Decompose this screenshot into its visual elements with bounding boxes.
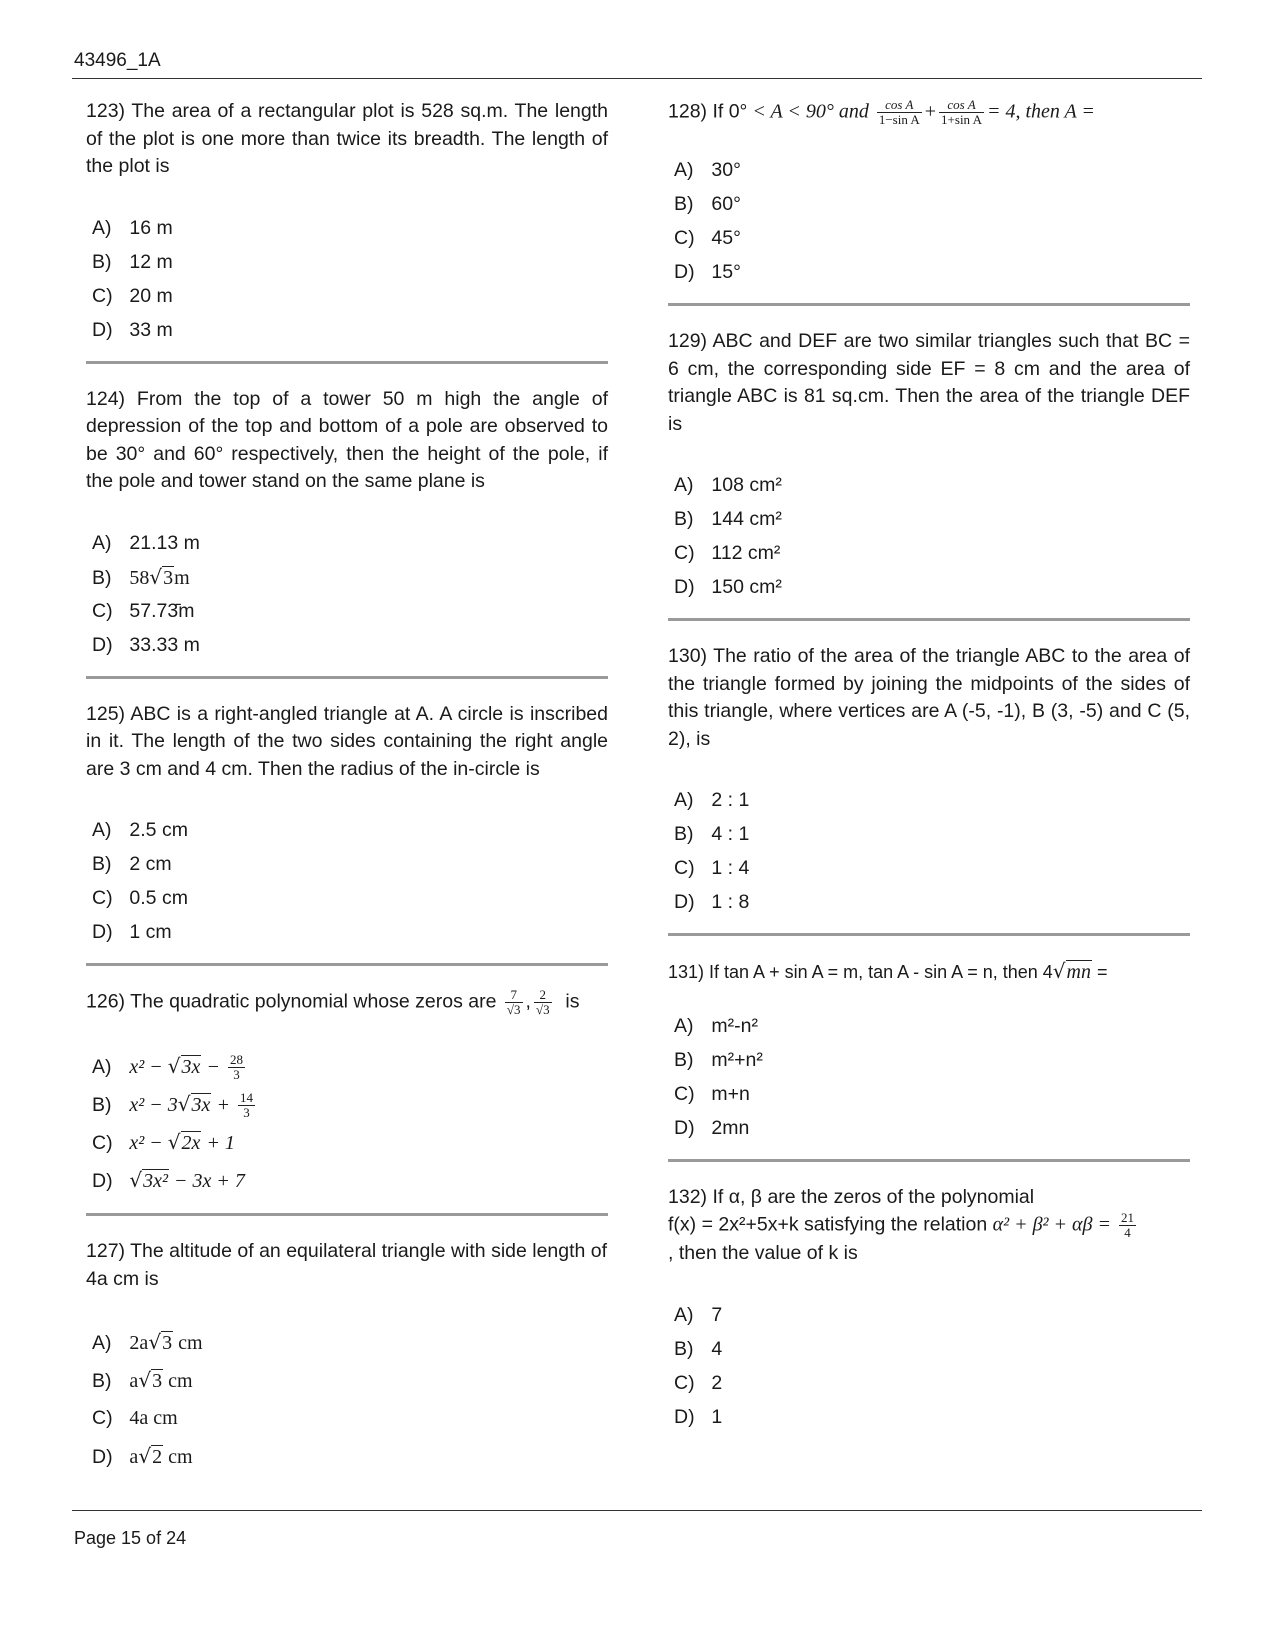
- option-d[interactable]: D) 15°: [674, 261, 741, 283]
- option-d[interactable]: D) 33 m: [92, 318, 173, 341]
- option-b[interactable]: B) 60°: [674, 193, 741, 215]
- option-b[interactable]: B) 4: [674, 1337, 723, 1360]
- option-a[interactable]: A) 21.13 m: [92, 531, 200, 554]
- option-c[interactable]: C) 1 : 4: [674, 857, 750, 879]
- question-text: 124) From the top of a tower 50 m high the angle of depression of the top and bottom of a pole are observed to be 30° and 60° respectively, then the height of the pole, if the pole and tower stand on the same plane is: [86, 387, 608, 492]
- option-a[interactable]: A) 108 cm²: [674, 474, 782, 496]
- option-d[interactable]: D) 1 cm: [92, 921, 172, 943]
- sqrt-symbol: √3x: [177, 1092, 211, 1116]
- fraction: $\frac{21}{4}$: [1121, 1210, 1135, 1240]
- question-127: [86, 1238, 608, 1475]
- option-a[interactable]: A) 16 m: [92, 216, 173, 239]
- option-b[interactable]: B) 2 cm: [92, 853, 172, 875]
- option-d[interactable]: D) 150 cm²: [674, 576, 782, 598]
- question-separator: [668, 933, 1190, 936]
- sqrt-symbol: √mn: [1052, 959, 1091, 983]
- option-b[interactable]: B) 144 cm²: [674, 508, 782, 530]
- fraction: $\frac{\text{cos A}}{\text{1+sin A}}$: [941, 97, 982, 127]
- options: [668, 1009, 1190, 1145]
- left-column: [86, 98, 608, 1497]
- option-c[interactable]: C) 57.73̄m: [92, 599, 195, 622]
- option-c[interactable]: C) x² − √2x + 1: [92, 1123, 608, 1161]
- fraction: $\frac{14}{3}$: [239, 1090, 253, 1121]
- options: [668, 468, 1190, 604]
- question-text: 128) If 0° < A < 90° and $\frac{\text{cos A}}{\text{1−sin A}}$ + $\frac{\text{cos A}}{\text{1+sin A}}$ = 4, then A =: [668, 97, 1095, 127]
- fraction: $\frac{7}{√3}$: [506, 987, 521, 1017]
- option-d[interactable]: D) 1: [674, 1405, 723, 1428]
- question-text: 125) ABC is a right-angled triangle at A. A circle is inscribed in it. The length of the two sides containing the right angle are 3 cm and 4 cm. Then the radius of the in-circle is: [86, 702, 608, 780]
- option-d[interactable]: D) 1 : 8: [674, 891, 750, 913]
- right-column: [668, 98, 1190, 1456]
- options: [86, 1047, 608, 1199]
- question-132: [668, 1184, 1190, 1434]
- option-a[interactable]: A) 2a√3 cm: [92, 1323, 608, 1361]
- option-a[interactable]: A) 7: [674, 1303, 723, 1326]
- option-c[interactable]: C) 4a cm: [92, 1407, 178, 1429]
- question-separator: [668, 618, 1190, 621]
- sqrt-symbol: √2x: [167, 1130, 201, 1154]
- options: [86, 1323, 608, 1475]
- options: [668, 783, 1190, 919]
- option-c[interactable]: C) m+n: [674, 1082, 750, 1105]
- option-b[interactable]: B) 4 : 1: [674, 823, 750, 845]
- question-129: [668, 328, 1190, 621]
- option-b[interactable]: B) 58√3m: [92, 560, 608, 594]
- options: [86, 211, 608, 347]
- question-separator: [86, 676, 608, 679]
- option-c[interactable]: C) 20 m: [92, 284, 173, 307]
- question-text: 132) If α, β are the zeros of the polynomial f(x) = 2x²+5x+k satisfying the relation α² + β² + αβ = $\frac{21}{4}$ , then the value of k is: [668, 1185, 1135, 1264]
- question-text: 131) If tan A + sin A = m, tan A - sin A = n, then 4√mn =: [668, 958, 1190, 987]
- option-b[interactable]: B) 12 m: [92, 250, 173, 273]
- question-123: [86, 98, 608, 364]
- question-126: [86, 988, 608, 1216]
- option-b[interactable]: B) x² − 3√3x + $\frac{14}{3}$: [92, 1085, 608, 1123]
- options: [86, 813, 608, 949]
- option-b[interactable]: B) m²+n²: [674, 1048, 763, 1071]
- option-a[interactable]: A) m²-n²: [674, 1014, 758, 1037]
- question-text: 130) The ratio of the area of the triangle ABC to the area of the triangle formed by joining the midpoints of the sides of this triangle, where vertices are A (-5, -1), B (3, -5) and C (5, 2), is: [668, 645, 1190, 750]
- question-130: [668, 643, 1190, 936]
- options: [668, 1298, 1190, 1434]
- question-text: 129) ABC and DEF are two similar triangles such that BC = 6 cm, the corresponding side EF = 8 cm and the area of triangle ABC is 81 sq.cm. Then the area of the triangle DEF is: [668, 330, 1190, 435]
- option-c[interactable]: C) 2: [674, 1371, 723, 1394]
- question-128: [668, 98, 1190, 306]
- question-125: [86, 701, 608, 967]
- question-124: [86, 386, 608, 679]
- question-text: 126) The quadratic polynomial whose zeros are $\frac{7}{√3}$ , $\frac{2}{√3}$ is: [86, 987, 580, 1017]
- question-separator: [668, 303, 1190, 306]
- sqrt-symbol: √3: [138, 1368, 163, 1392]
- option-d[interactable]: D) 2mn: [674, 1116, 750, 1139]
- sqrt-symbol: √3x²: [129, 1168, 169, 1192]
- fraction: $\frac{2}{√3}$: [535, 987, 550, 1017]
- question-separator: [86, 963, 608, 966]
- question-separator: [86, 1213, 608, 1216]
- option-a[interactable]: A) 2.5 cm: [92, 819, 188, 841]
- option-c[interactable]: C) 0.5 cm: [92, 887, 188, 909]
- footer-rule: [72, 1510, 1202, 1511]
- question-131: [668, 958, 1190, 1162]
- question-separator: [668, 1159, 1190, 1162]
- option-d[interactable]: D) √3x² − 3x + 7: [92, 1161, 608, 1199]
- question-separator: [86, 361, 608, 364]
- option-d[interactable]: D) a√2 cm: [92, 1437, 608, 1475]
- option-a[interactable]: A) 30°: [674, 159, 741, 181]
- options: [668, 153, 1190, 289]
- header-rule: [72, 78, 1202, 79]
- option-c[interactable]: C) 112 cm²: [674, 542, 781, 564]
- fraction: $\frac{28}{3}$: [229, 1052, 243, 1083]
- option-a[interactable]: A) 2 : 1: [674, 789, 750, 811]
- option-d[interactable]: D) 33.33 m: [92, 633, 200, 656]
- sqrt-symbol: √3: [148, 1330, 173, 1354]
- sqrt-symbol: √3: [149, 564, 174, 589]
- question-text: 127) The altitude of an equilateral triangle with side length of 4a cm is: [86, 1240, 608, 1290]
- option-a[interactable]: A) x² − √3x − $\frac{28}{3}$: [92, 1047, 608, 1085]
- option-b[interactable]: B) a√3 cm: [92, 1361, 608, 1399]
- document-code: 43496_1A: [74, 50, 161, 71]
- option-c[interactable]: C) 45°: [674, 227, 741, 249]
- question-text: 123) The area of a rectangular plot is 528 sq.m. The length of the plot is one more than twice its breadth. The length of the plot is: [86, 100, 608, 177]
- options: [86, 526, 608, 662]
- fraction: $\frac{\text{cos A}}{\text{1−sin A}}$: [878, 97, 920, 127]
- sqrt-symbol: √3x: [167, 1054, 201, 1078]
- sqrt-symbol: √2: [138, 1444, 163, 1468]
- page-number: Page 15 of 24: [74, 1528, 187, 1548]
